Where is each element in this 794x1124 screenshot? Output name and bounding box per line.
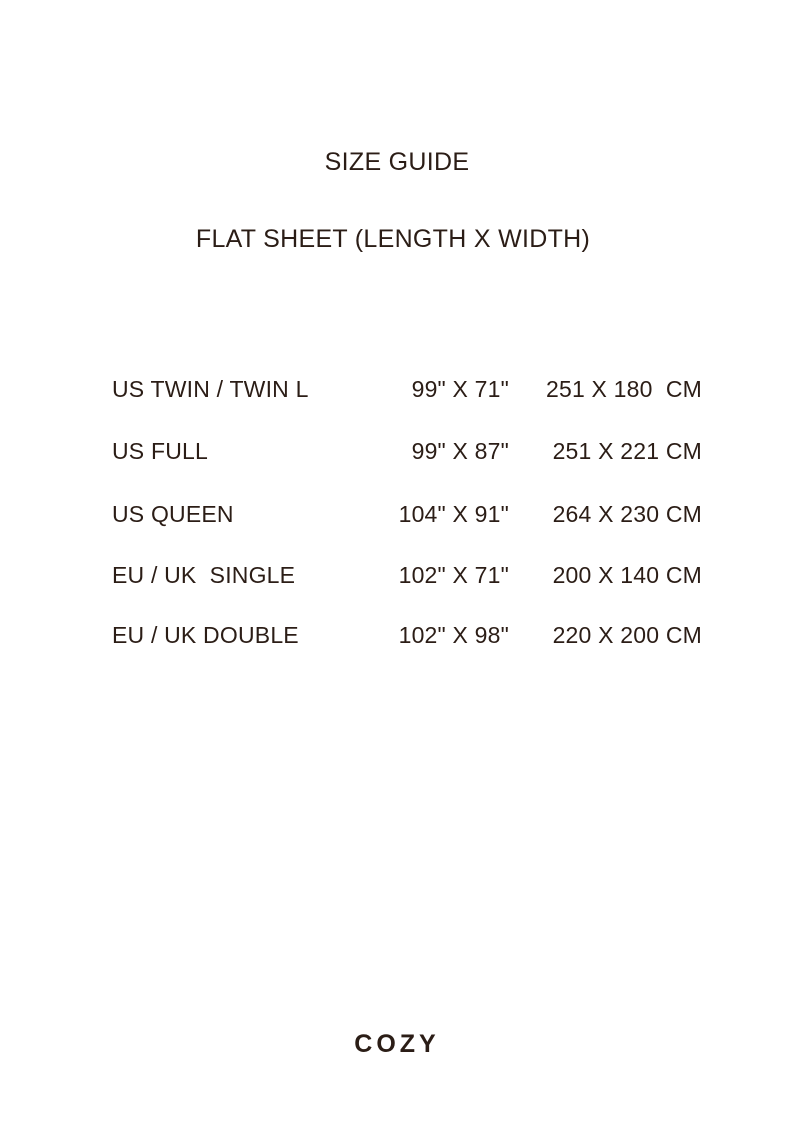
size-row-eu-uk-single xyxy=(0,562,794,594)
size-name: US TWIN / TWIN L xyxy=(112,376,309,402)
size-row-us-full xyxy=(0,438,794,470)
size-cm: 264 X 230 CM xyxy=(552,501,702,527)
size-inches: 99" X 87" xyxy=(411,438,509,464)
size-name: EU / UK SINGLE xyxy=(112,562,296,588)
size-inches: 102" X 98" xyxy=(398,622,509,648)
size-cm: 220 X 200 CM xyxy=(552,622,702,648)
size-name: US QUEEN xyxy=(112,501,234,527)
size-inches: 99" X 71" xyxy=(411,376,509,402)
size-row-us-twin xyxy=(0,376,794,408)
size-name: EU / UK DOUBLE xyxy=(112,622,299,648)
size-row-us-queen xyxy=(0,501,794,533)
size-cm: 251 X 180 CM xyxy=(545,376,702,402)
size-inches: 102" X 71" xyxy=(398,562,509,588)
size-inches: 104" X 91" xyxy=(398,501,509,527)
size-row-eu-uk-double xyxy=(0,622,794,654)
page-title: SIZE GUIDE xyxy=(324,148,470,176)
subtitle: FLAT SHEET (LENGTH X WIDTH) xyxy=(195,225,591,253)
size-name: US FULL xyxy=(112,438,208,464)
brand-logo: COZY xyxy=(354,1030,440,1058)
size-cm: 200 X 140 CM xyxy=(552,562,702,588)
size-cm: 251 X 221 CM xyxy=(552,438,702,464)
